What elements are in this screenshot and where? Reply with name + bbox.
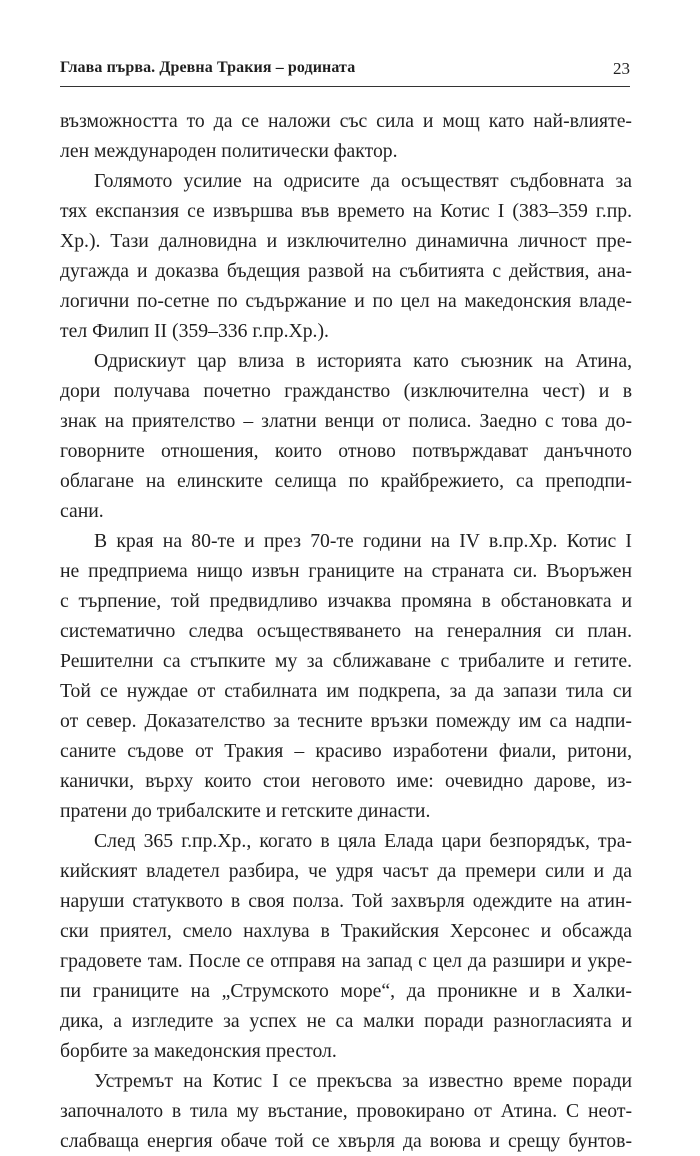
text-line: След 365 г.пр.Хр., когато в цяла Елада цари безпорядък, тра- <box>94 830 632 852</box>
text-line: слабваща енергия обаче той се хвърля да воюва и срещу бунтов- <box>60 1130 632 1152</box>
paragraph <box>60 106 632 166</box>
text-line: говорните отношения, които отново потвърждават данъчното <box>60 440 632 462</box>
text-line: от север. Доказателство за тесните връзки помежду им са надпи- <box>60 710 632 732</box>
text-line: градовете там. После се отправя на запад с цел да разшири и укре- <box>60 950 632 972</box>
text-line: ски приятел, смело нахлува в Тракийския Херсонес и обсажда <box>60 920 632 942</box>
text-line: сани. <box>60 500 104 522</box>
text-line: облагане на елинските селища по крайбрежието, са преподпи- <box>60 470 632 492</box>
text-line: кийският владетел разбира, че удря часът да премери сили и да <box>60 860 632 882</box>
paragraph <box>60 826 632 1066</box>
text-line: пратени до трибалските и гетските династи. <box>60 800 431 822</box>
text-line: пи границите на „Струмското море“, да проникне и в Халки- <box>60 980 632 1002</box>
text-line: Устремът на Котис I се прекъсва за известно време поради <box>94 1070 632 1092</box>
text-line: Одрискиyт цар влиза в историята като съюзник на Атина, <box>94 350 632 372</box>
page-number: 23 <box>613 59 630 78</box>
text-line: тях експанзия се извършва във времето на Котис I (383–359 г.пр. <box>60 200 632 222</box>
text-line: възможността то да се наложи със сила и мощ като най-влияте- <box>60 110 632 132</box>
text-line: Хр.). Тази далновидна и изключително динамична личност пре- <box>60 230 632 252</box>
paragraph <box>60 166 632 346</box>
text-line: наруши статуквото в своя полза. Той захвърля одеждите на атин- <box>60 890 632 912</box>
text-line: знак на приятелство – златни венци от полиса. Заедно с това до- <box>60 410 632 432</box>
text-line: В края на 80-те и през 70-те години на IV в.пр.Хр. Котис I <box>94 530 632 552</box>
text-line: не предприема нищо извън границите на страната си. Въоръжен <box>60 560 632 582</box>
text-line: Решителни са стъпките му за сближаване с трибалите и гетите. <box>60 650 632 672</box>
text-line: започналото в тила му въстание, провокирано от Атина. С неот- <box>60 1100 632 1122</box>
running-header <box>60 56 630 87</box>
text-line: с търпение, той предвидливо изчаква промяна в обстановката и <box>60 590 632 612</box>
paragraph <box>60 526 632 826</box>
text-line: саните съдове от Тракия – красиво изработени фиали, ритони, <box>60 740 632 762</box>
text-line: дугажда и доказва бъдещия развой на събитията с действия, ана- <box>60 260 632 282</box>
text-line: Голямото усилие на одрисите да осъществят съдбовната за <box>94 170 632 192</box>
text-line: логични по-сетне по съдържание и по цел на македонския владе- <box>60 290 632 312</box>
text-line: систематично следва осъществяването на генералния си план. <box>60 620 632 642</box>
text-line: дика, а изгледите за успех не са малки поради разногласията и <box>60 1010 632 1032</box>
paragraph <box>60 1066 632 1156</box>
body-text <box>60 106 632 1156</box>
paragraph <box>60 346 632 526</box>
text-line: тел Филип II (359–336 г.пр.Хр.). <box>60 320 329 342</box>
text-line: борбите за македонския престол. <box>60 1040 337 1062</box>
running-title: Глава първа. Древна Тракия – родината <box>60 59 356 76</box>
text-line: дори получава почетно гражданство (изключителна чест) и в <box>60 380 632 402</box>
text-line: канички, върху които стои неговото име: очевидно дарове, из- <box>60 770 632 792</box>
text-line: Той се нуждае от стабилната им подкрепа, за да запази тила си <box>60 680 632 702</box>
text-line: лен международен политически фактор. <box>60 140 398 162</box>
